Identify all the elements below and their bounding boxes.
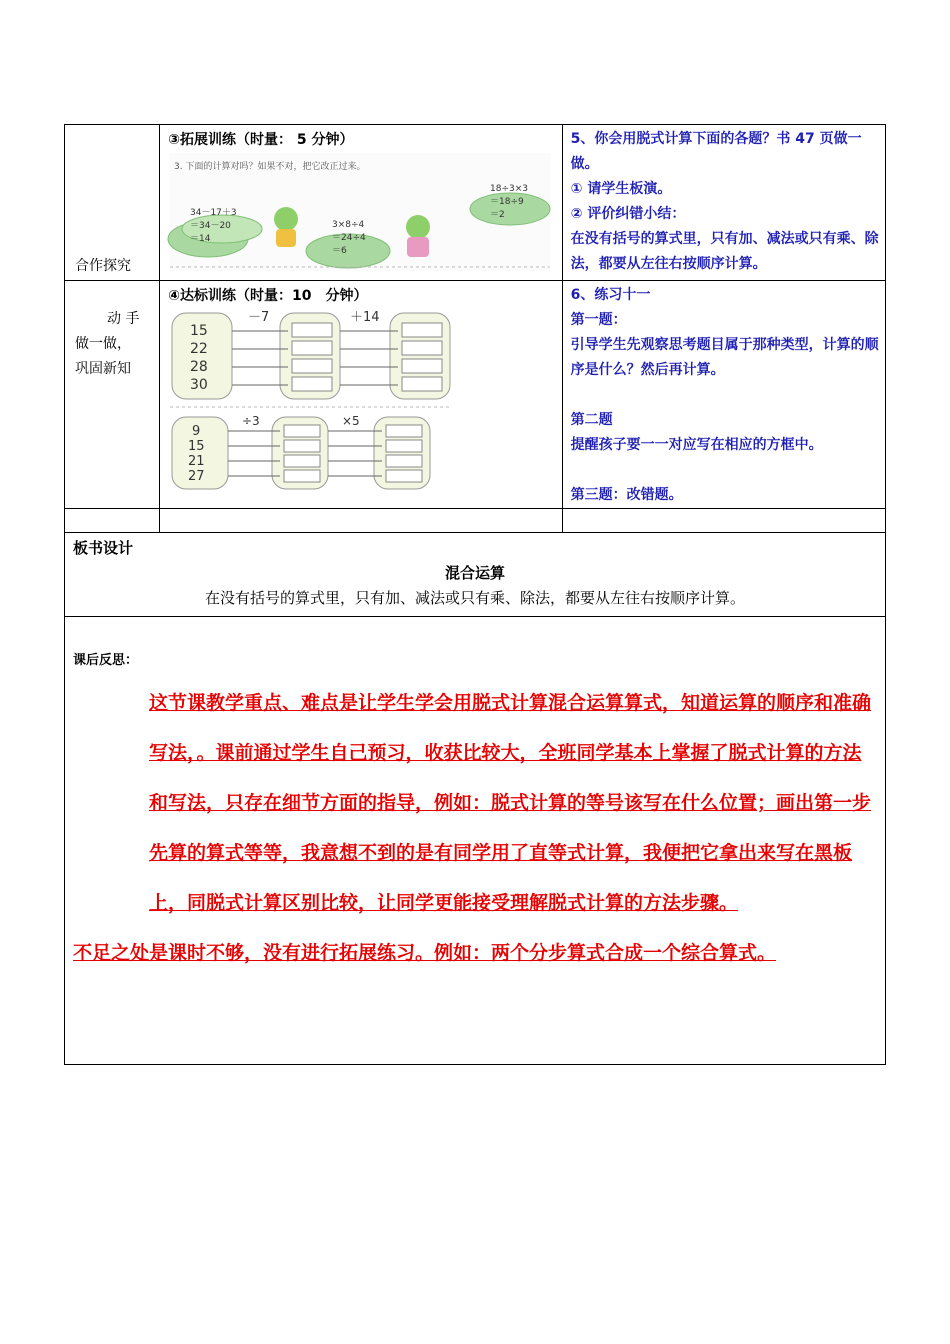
chain1-num-3: 28 bbox=[190, 359, 208, 375]
chain2-num-4: 27 bbox=[188, 469, 205, 484]
leaf2-line1: 3×8÷4 bbox=[332, 220, 365, 230]
reflection-paragraph-1: 这节课教学重点、难点是让学生学会用脱式计算混合运算算式，知道运算的顺序和准确写法，。课前通过学生自己预习，收获比较大，全班同学基本上掌握了脱式计算的方法和写法，只存在细节方面的指导，例如：脱式计算的等号该写在什么位置；画出第一步先算的算式等等，我意想不到的是有同学用了直等式计算，我便把它拿出来写在黑板上，同脱式计算区别比较，让同学更能接受理解脱式计算的方法步骤。 bbox=[149, 692, 872, 914]
frog-body-icon bbox=[407, 237, 429, 257]
practice-exercise-image bbox=[160, 307, 560, 503]
note-5-review: ② 评价纠错小结： bbox=[570, 206, 686, 222]
chain1-num-1: 15 bbox=[190, 323, 208, 339]
note-q1-title: 第一题： bbox=[570, 312, 627, 328]
leaf2-line2: ＝24÷4 bbox=[332, 233, 366, 243]
chain2-op1: ÷3 bbox=[242, 414, 260, 428]
practice-notes bbox=[562, 281, 885, 509]
explore-label: 合作探究 bbox=[65, 125, 160, 281]
frog-body-icon bbox=[276, 229, 296, 247]
practice-label bbox=[65, 281, 160, 509]
exercise-header: 3. 下面的计算对吗？如果不对，把它改正过来。 bbox=[174, 162, 366, 172]
frog-icon bbox=[274, 207, 298, 231]
leaf3-line2: ＝18÷9 bbox=[490, 197, 524, 207]
practice-section-title: ④达标训练（时量：10 分钟） bbox=[168, 288, 368, 304]
note-q2-title: 第二题 bbox=[570, 412, 613, 428]
practice-label-line2: 做一做， bbox=[75, 336, 131, 352]
chain-2 bbox=[172, 414, 430, 489]
note-5-title: 5、你会用脱式计算下面的各题？书 47 页做一做。 bbox=[570, 131, 862, 172]
explore-section-title: ③拓展训练（时量： 5 分钟） bbox=[168, 132, 354, 148]
chain1-op1: －7 bbox=[248, 310, 270, 325]
leaf1-line2: ＝34－20 bbox=[190, 221, 232, 231]
leaf2-line3: ＝6 bbox=[332, 246, 347, 256]
leaf3-line1: 18÷3×3 bbox=[490, 184, 529, 194]
leaf3-line3: ＝2 bbox=[490, 210, 505, 220]
leaf1-line1: 34－17＋3 bbox=[190, 208, 237, 218]
chain2-num-3: 21 bbox=[188, 454, 205, 469]
practice-label-line3: 巩固新知 bbox=[75, 361, 131, 377]
lesson-plan-table bbox=[64, 124, 886, 1065]
chain1-num-4: 30 bbox=[190, 377, 208, 393]
explore-exercise-image bbox=[160, 151, 560, 276]
note-q2-text: 提醒孩子要一一对应写在相应的方框中。 bbox=[570, 437, 823, 453]
empty-cell-3 bbox=[562, 509, 885, 533]
empty-cell-1 bbox=[65, 509, 160, 533]
chain2-num-2: 15 bbox=[188, 439, 205, 454]
chain1-op2: ＋14 bbox=[350, 310, 380, 325]
note-5-board: ① 请学生板演。 bbox=[570, 181, 672, 197]
note-5-rule: 在没有括号的算式里，只有加、减法或只有乘、除法，都要从左往右按顺序计算。 bbox=[570, 231, 879, 272]
explore-row bbox=[65, 125, 886, 281]
board-rule: 在没有括号的算式里，只有加、减法或只有乘、除法，都要从左往右按顺序计算。 bbox=[204, 589, 745, 607]
board-row bbox=[65, 533, 886, 617]
empty-row bbox=[65, 509, 886, 533]
practice-content bbox=[160, 281, 562, 509]
reflection-cell bbox=[65, 617, 886, 1065]
chain2-op2: ×5 bbox=[342, 414, 360, 428]
chain-1 bbox=[172, 310, 450, 399]
note-q3-title: 第三题：改错题。 bbox=[570, 487, 683, 503]
practice-label-line1: 动 手 bbox=[107, 311, 140, 327]
note-6-title: 6、练习十一 bbox=[570, 287, 651, 303]
note-q1-text: 引导学生先观察思考题目属于那种类型，计算的顺序是什么？然后再计算。 bbox=[570, 337, 879, 378]
board-heading: 混合运算 bbox=[444, 564, 505, 582]
empty-cell-2 bbox=[160, 509, 562, 533]
frog-icon bbox=[406, 215, 430, 239]
chain1-num-2: 22 bbox=[190, 341, 208, 357]
chain2-num-1: 9 bbox=[192, 424, 201, 439]
board-title: 板书设计 bbox=[73, 539, 134, 557]
reflection-row bbox=[65, 617, 886, 1065]
explore-content bbox=[160, 125, 562, 281]
explore-notes bbox=[562, 125, 885, 281]
practice-row bbox=[65, 281, 886, 509]
reflection-paragraph-2: 不足之处是课时不够，没有进行拓展练习。例如：两个分步算式合成一个综合算式。 bbox=[73, 942, 777, 964]
reflection-label: 课后反思： bbox=[73, 653, 139, 668]
board-cell bbox=[65, 533, 886, 617]
leaf1-line3: ＝14 bbox=[190, 234, 211, 244]
